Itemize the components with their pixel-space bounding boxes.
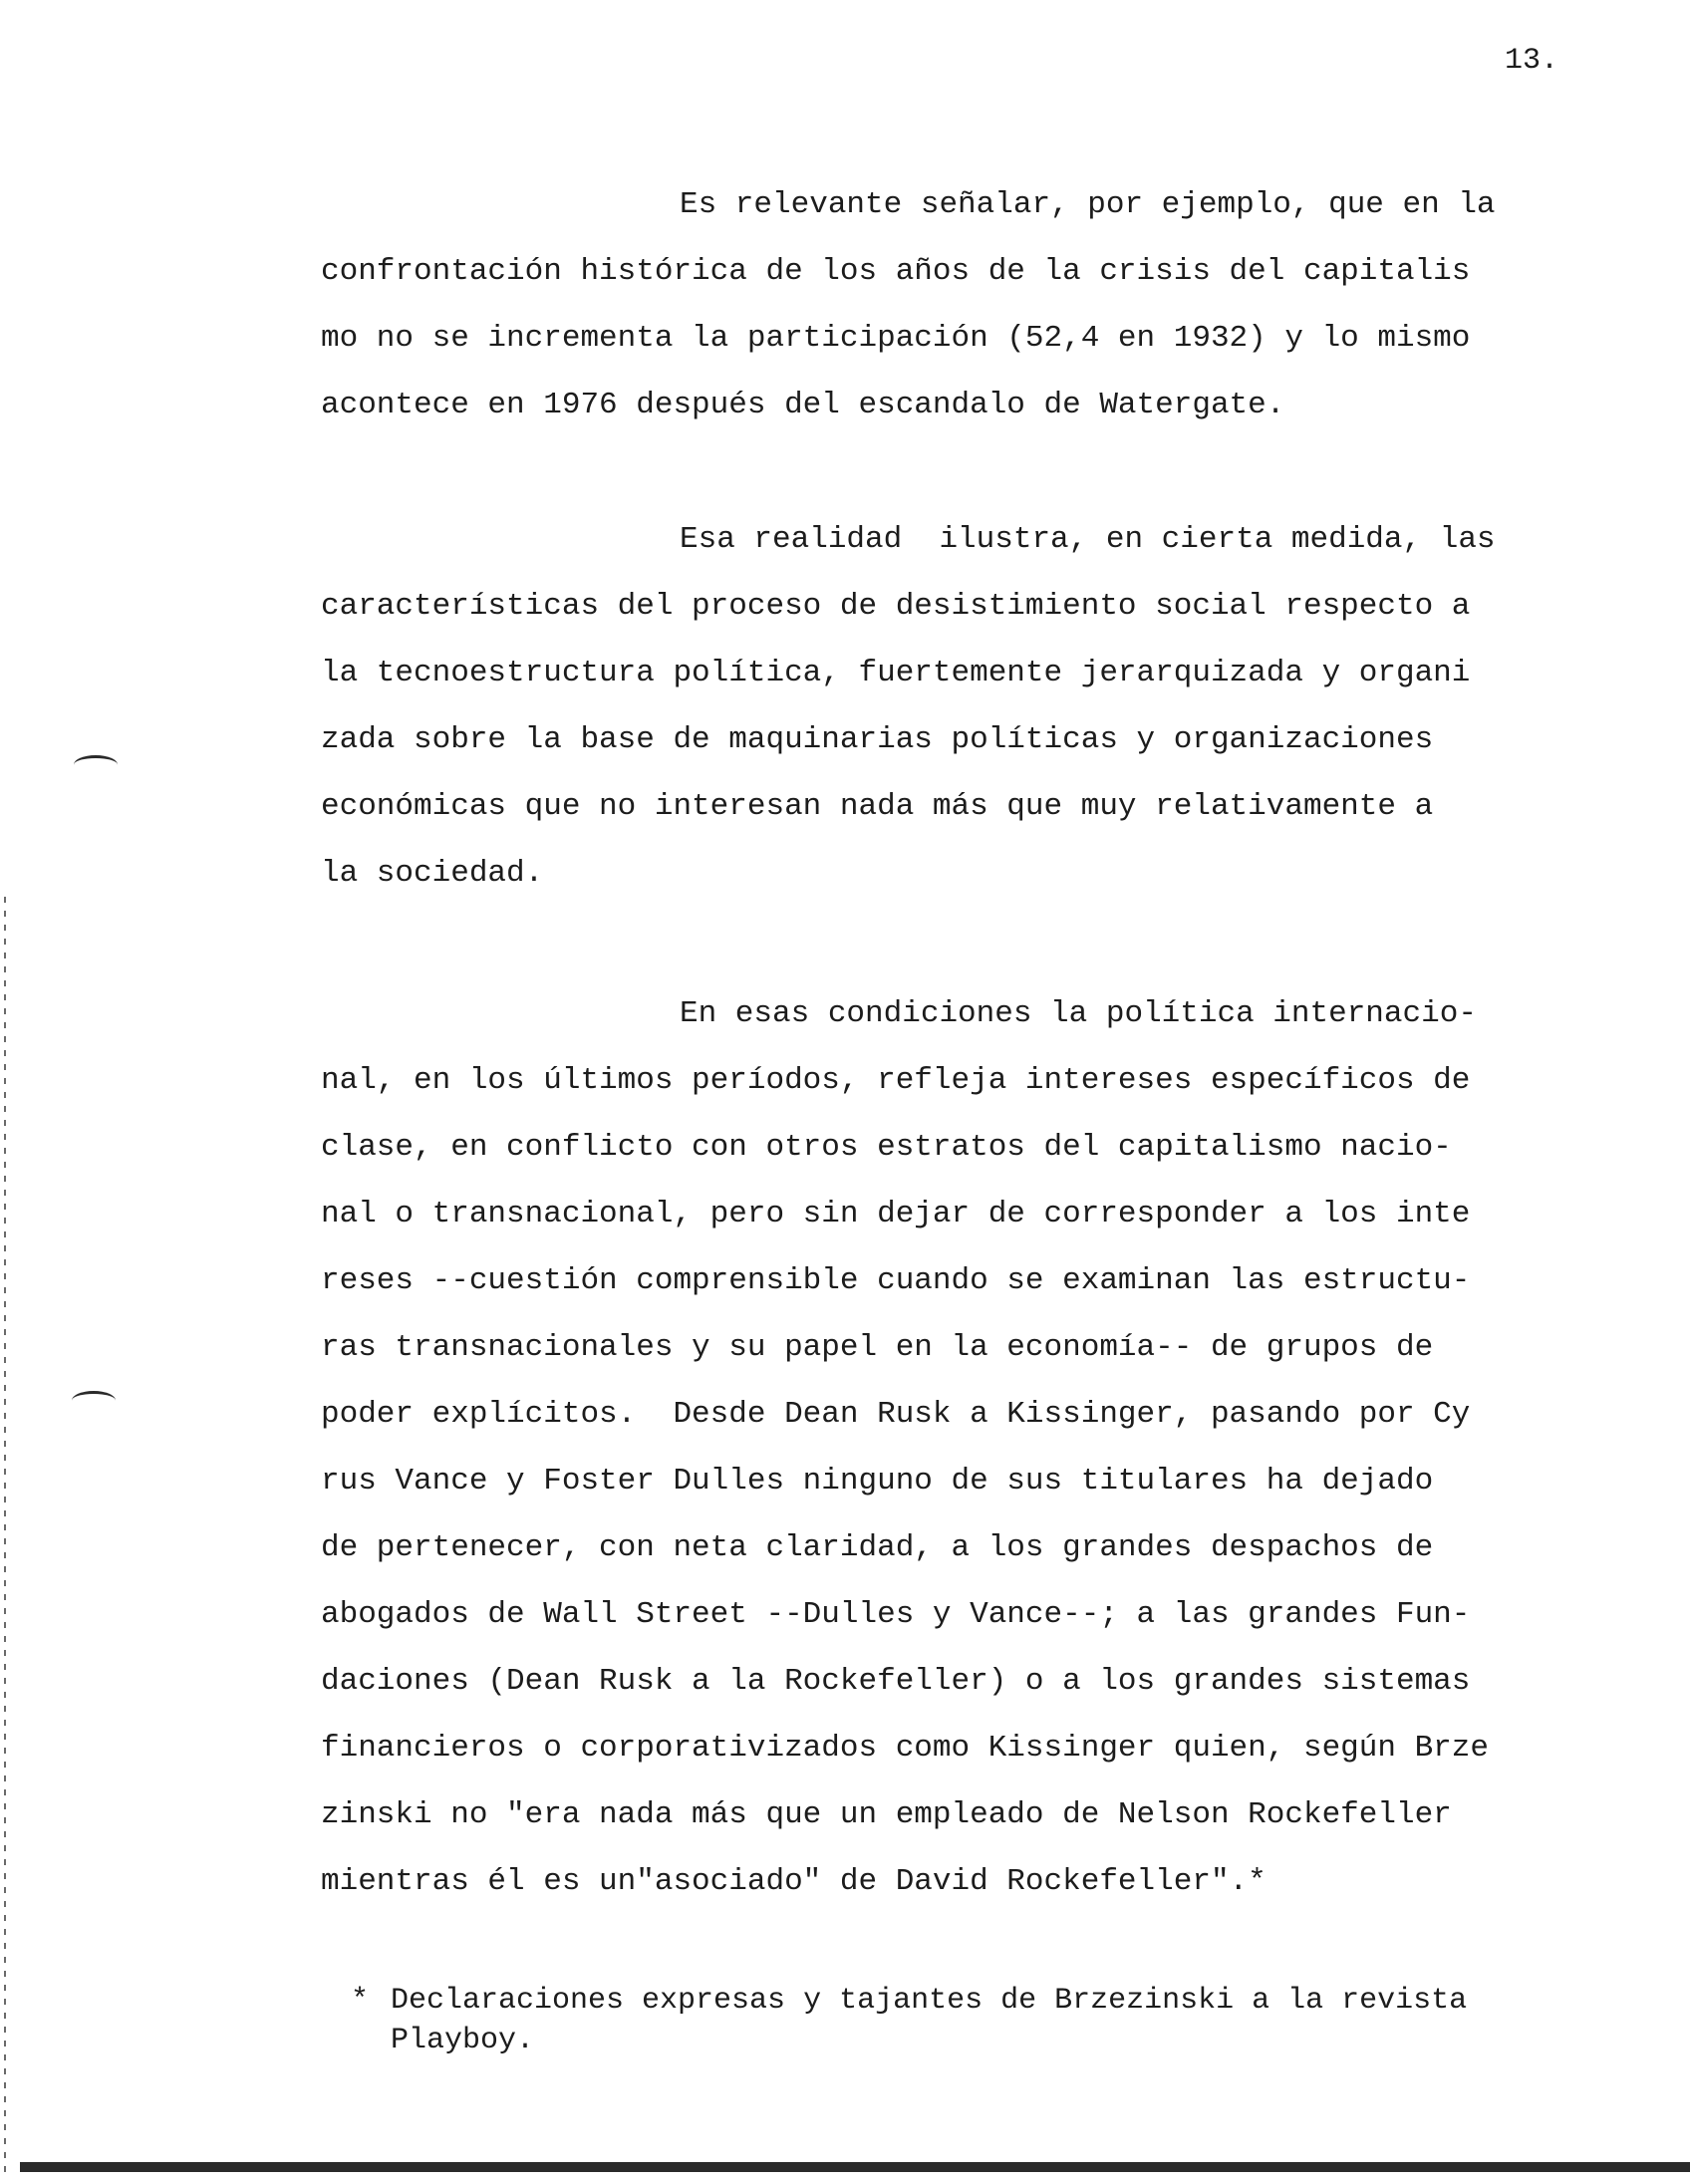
text-line: zinski no "era nada más que un empleado de Nelson Rockefeller — [321, 1797, 1452, 1832]
footnote — [351, 1981, 1606, 2060]
text-line: clase, en conflicto con otros estratos del capitalismo nacio- — [321, 1130, 1452, 1165]
scan-edge — [4, 897, 6, 2172]
text-line: confrontación histórica de los años de la crisis del capitalis — [321, 254, 1471, 289]
paragraph-1 — [321, 171, 1586, 438]
footnote-line: Declaraciones expresas y tajantes de Brzezinski a la revista — [391, 1984, 1468, 2018]
paragraph-3 — [321, 980, 1586, 1915]
text-line: zada sobre la base de maquinarias políticas y organizaciones — [321, 722, 1434, 757]
binding-mark — [74, 755, 118, 774]
text-line: económicas que no interesan nada más que muy relativamente a — [321, 789, 1434, 824]
text-line: Esa realidad ilustra, en cierta medida, las — [680, 522, 1496, 557]
text-line: características del proceso de desistimiento social respecto a — [321, 589, 1471, 624]
footnote-line: Playboy. — [391, 2024, 535, 2057]
text-line: nal o transnacional, pero sin dejar de corresponder a los inte — [321, 1197, 1471, 1231]
footnote-marker: * — [351, 1984, 370, 2018]
text-line: acontece en 1976 después del escandalo de Watergate. — [321, 388, 1285, 422]
text-line: reses --cuestión comprensible cuando se examinan las estructu- — [321, 1263, 1471, 1298]
text-line: la tecnoestructura política, fuertemente jerarquizada y organi — [321, 656, 1471, 690]
text-line: nal, en los últimos períodos, refleja intereses específicos de — [321, 1063, 1471, 1098]
text-line: de pertenecer, con neta claridad, a los grandes despachos de — [321, 1530, 1434, 1565]
text-line: mientras él es un"asociado" de David Rockefeller".* — [321, 1864, 1267, 1899]
text-line: En esas condiciones la política internacio- — [680, 996, 1477, 1031]
text-line: daciones (Dean Rusk a la Rockefeller) o a los grandes sistemas — [321, 1664, 1471, 1699]
text-line: abogados de Wall Street --Dulles y Vance--; a las grandes Fun- — [321, 1597, 1471, 1632]
scan-bottom-rule — [20, 2162, 1690, 2172]
binding-mark — [72, 1391, 116, 1410]
text-line: rus Vance y Foster Dulles ninguno de sus titulares ha dejado — [321, 1464, 1434, 1499]
text-line: poder explícitos. Desde Dean Rusk a Kissinger, pasando por Cy — [321, 1397, 1471, 1432]
text-line: ras transnacionales y su papel en la economía-- de grupos de — [321, 1330, 1434, 1365]
paragraph-2 — [321, 506, 1586, 907]
text-line: mo no se incrementa la participación (52,4 en 1932) y lo mismo — [321, 321, 1471, 356]
text-line: Es relevante señalar, por ejemplo, que en la — [680, 187, 1496, 222]
text-line: la sociedad. — [321, 856, 544, 891]
page-number: 13. — [1505, 44, 1559, 78]
text-line: financieros o corporativizados como Kissinger quien, según Brze — [321, 1731, 1489, 1766]
